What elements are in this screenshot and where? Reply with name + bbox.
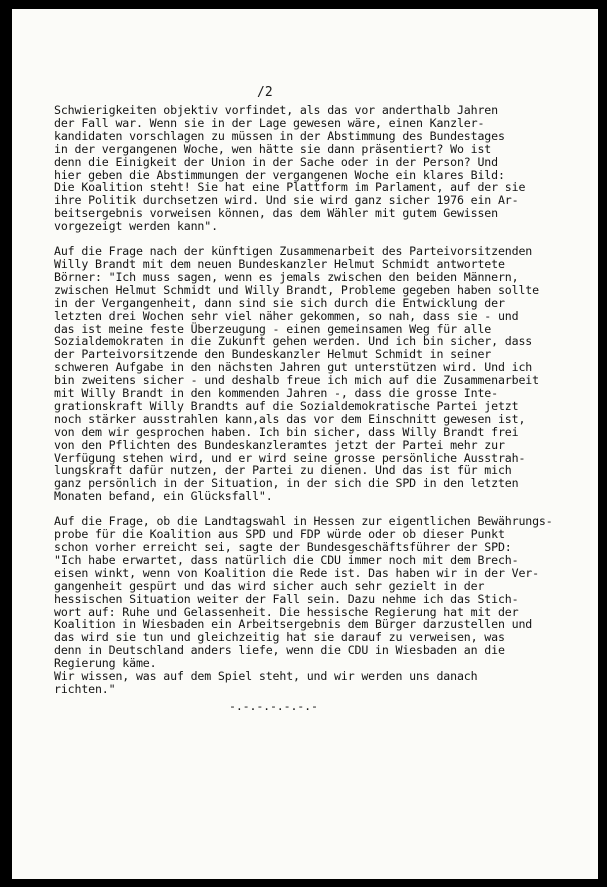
text-line: "Ich habe erwartet, dass natürlich die CDU immer noch mit dem Brech- xyxy=(54,552,519,567)
text-line: Auf die Frage, ob die Landtagswahl in Hessen zur eigentlichen Bewährungs- xyxy=(54,514,553,529)
text-line: noch stärker ausstrahlen kann,als das vor dem Einschnitt gewesen ist, xyxy=(54,411,526,426)
text-line: in der vergangenen Woche, wen hätte sie dann präsentiert? Wo ist xyxy=(54,141,492,156)
text-line: denn die Einigkeit der Union in der Sache oder in der Person? Und xyxy=(54,154,498,169)
text-line: Die Koalition steht! Sie hat eine Plattform im Parlament, auf der sie xyxy=(54,180,526,195)
text-line: Wir wissen, was auf dem Spiel steht, und wir werden uns danach xyxy=(54,669,478,684)
text-line: eisen winkt, wenn von Koalition die Rede ist. Das haben wir in der Ver- xyxy=(54,565,539,580)
text-line: Schwierigkeiten objektiv vorfindet, als das vor anderthalb Jahren xyxy=(54,103,498,117)
separator-line: -.-.-.-.-.-.- xyxy=(229,698,318,713)
text-line: das ist meine feste Überzeugung - einen gemeinsamen Weg für alle xyxy=(54,321,492,336)
text-line: letzten drei Wochen sehr viel näher gekommen, so nah, dass sie - und xyxy=(54,308,519,323)
text-line: grationskraft Willy Brandts auf die Sozialdemokratische Partei jetzt xyxy=(54,398,519,413)
text-line: wort auf: Ruhe und Gelassenheit. Die hessische Regierung hat mit der xyxy=(54,604,519,619)
text-line: schweren Aufgabe in den nächsten Jahren gut unterstützen wird. Und ich xyxy=(54,360,533,375)
page-number: /2 xyxy=(257,85,273,100)
text-line: kandidaten vorschlagen zu müssen in der Abstimmung des Bundestages xyxy=(54,128,505,143)
text-line: ihre Politik durchsetzen wird. Und sie wird ganz sicher 1976 ein Ar- xyxy=(54,193,519,208)
text-line: gangenheit gespürt und das wird sicher auch sehr gezielt in der xyxy=(54,578,485,593)
text-line: Sozialdemokraten in die Zukunft gehen werden. Und ich bin sicher, dass xyxy=(54,334,533,349)
text-line: von dem wir gesprochen haben. Ich bin sicher, dass Willy Brandt frei xyxy=(54,424,519,439)
text-line: probe für die Koalition aus SPD und FDP würde oder ob dieser Punkt xyxy=(54,527,505,542)
text-line: Koalition in Wiesbaden ein Arbeitsergebnis dem Bürger darzustellen und xyxy=(54,617,533,632)
text-line: von den Pflichten des Bundeskanzleramtes jetzt der Partei mehr zur xyxy=(54,437,505,452)
paragraph-1 xyxy=(54,104,574,233)
text-line: schon vorher erreicht sei, sagte der Bundesgeschäftsführer der SPD: xyxy=(54,540,512,554)
text-line: vorgezeigt werden kann". xyxy=(54,219,218,234)
text-line: hessischen Situation weiter der Fall sein. Dazu nehme ich das Stich- xyxy=(54,591,519,606)
text-line: hier geben die Abstimmungen der vergangenen Woche ein klares Bild: xyxy=(54,167,505,182)
text-line: Willy Brandt mit dem neuen Bundeskanzler Helmut Schmidt antwortete xyxy=(54,256,505,271)
text-line: Börner: "Ich muss sagen, wenn es jemals zwischen den beiden Männern, xyxy=(54,269,519,284)
paragraph-3 xyxy=(54,515,574,696)
text-line: Monaten befand, ein Glücksfall". xyxy=(54,489,273,504)
text-line: lungskraft dafür nutzen, der Partei zu dienen. Und das ist für mich xyxy=(54,463,512,478)
text-line: mit Willy Brandt in den kommenden Jahren -, dass die grosse Inte- xyxy=(54,386,498,401)
paragraph-2 xyxy=(54,245,574,503)
text-line: denn in Deutschland anders liefe, wenn die CDU in Wiesbaden an die xyxy=(54,643,505,658)
text-line: Regierung käme. xyxy=(54,656,157,671)
document-body xyxy=(54,104,574,713)
text-line: in der Vergangenheit, dann sind sie sich durch die Entwicklung der xyxy=(54,295,505,310)
text-line: der Fall war. Wenn sie in der Lage gewesen wäre, einen Kanzler- xyxy=(54,115,485,130)
text-line: richten." xyxy=(54,681,116,696)
text-line: Verfügung stehen wird, und er wird seine grosse persönliche Ausstrah- xyxy=(54,450,526,465)
text-line: der Parteivorsitzende den Bundeskanzler Helmut Schmidt in seiner xyxy=(54,347,492,362)
text-line: das wird sie tun und gleichzeitig hat sie darauf zu verweisen, was xyxy=(54,630,505,645)
text-line: bin zweitens sicher - und deshalb freue ich mich auf die Zusammenarbeit xyxy=(54,373,539,388)
text-line: zwischen Helmut Schmidt und Willy Brandt, Probleme gegeben haben sollte xyxy=(54,282,539,297)
text-line: beitsergebnis vorweisen können, das dem Wähler mit gutem Gewissen xyxy=(54,206,498,221)
text-line: Auf die Frage nach der künftigen Zusammenarbeit des Parteivorsitzenden xyxy=(54,244,533,259)
text-line: ganz persönlich in der Situation, in der sich die SPD in den letzten xyxy=(54,476,519,491)
